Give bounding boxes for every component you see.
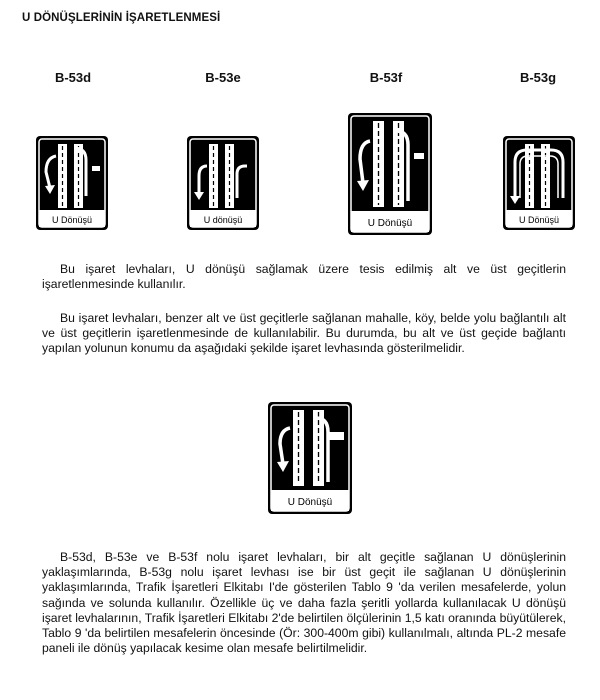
sign-b53d [36,136,108,230]
sign-b53f [348,113,432,235]
sign-b53e [187,136,259,230]
sign-example-side-road [268,402,352,514]
sign-code-b53e: B-53e [205,70,241,85]
sign-code-b53f: B-53f [369,70,403,85]
page-title: U DÖNÜŞLERİNİN İŞARETLENMESİ [22,12,221,24]
plate-text: U Dönüşü [518,215,560,225]
plate-text: U dönüşü [203,215,243,225]
paragraph-usage: Bu işaret levhaları, U dönüşü sağlamak üzere tesis edilmiş alt ve üst geçitlerin işaretlenmesinde kullanılır. [42,262,566,292]
paragraph-placement: B-53d, B-53e ve B-53f nolu işaret levhaları, bir alt geçitle sağlanan U dönüşlerinin yaklaşımlarında, B-53g nolu işaret levhası ise bir üst geçit ile sağlanan U dönüşlerinin yaklaşımlarında, Trafik İşaretleri Elkitabı I'de gösterilen Tablo 9 'da verilen mesafelerde, yolun sağında ve solunda kullanılır. Özellikle üç ve daha fazla şeritli yollarda kullanılacak U dönüşü işaret levhalarının, Trafik İşaretleri Elkitabı 2'de belirtilen ölçülerinin 1,5 katı oranında büyütülerek, Tablo 9 'da belirtilen mesafelerin öncesinde (Ör: 300-400m gibi) kullanılmalı, altında PL-2 mesafe paneli ile dönüş yapılacak kesime olan mesafe belirtilmelidir. [42,550,566,656]
plate-text: U Dönüşü [287,497,333,508]
sign-code-b53d: B-53d [54,70,92,85]
plate-text: U Dönüşü [367,218,413,229]
sign-code-b53g: B-53g [519,70,557,85]
plate-text: U Dönüşü [51,215,93,225]
paragraph-local-roads: Bu işaret levhaları, benzer alt ve üst geçitlerle sağlanan mahalle, köy, belde yolu bağlantılı alt ve üst geçitlerin işaretlenmesinde de kullanılabilir. Bu durumda, bu alt ve üst geçide bağlantı yapılan yolunun konumu da aşağıdaki şekilde işaret levhasında gösterilmelidir. [42,311,566,356]
sign-b53g [503,136,575,230]
